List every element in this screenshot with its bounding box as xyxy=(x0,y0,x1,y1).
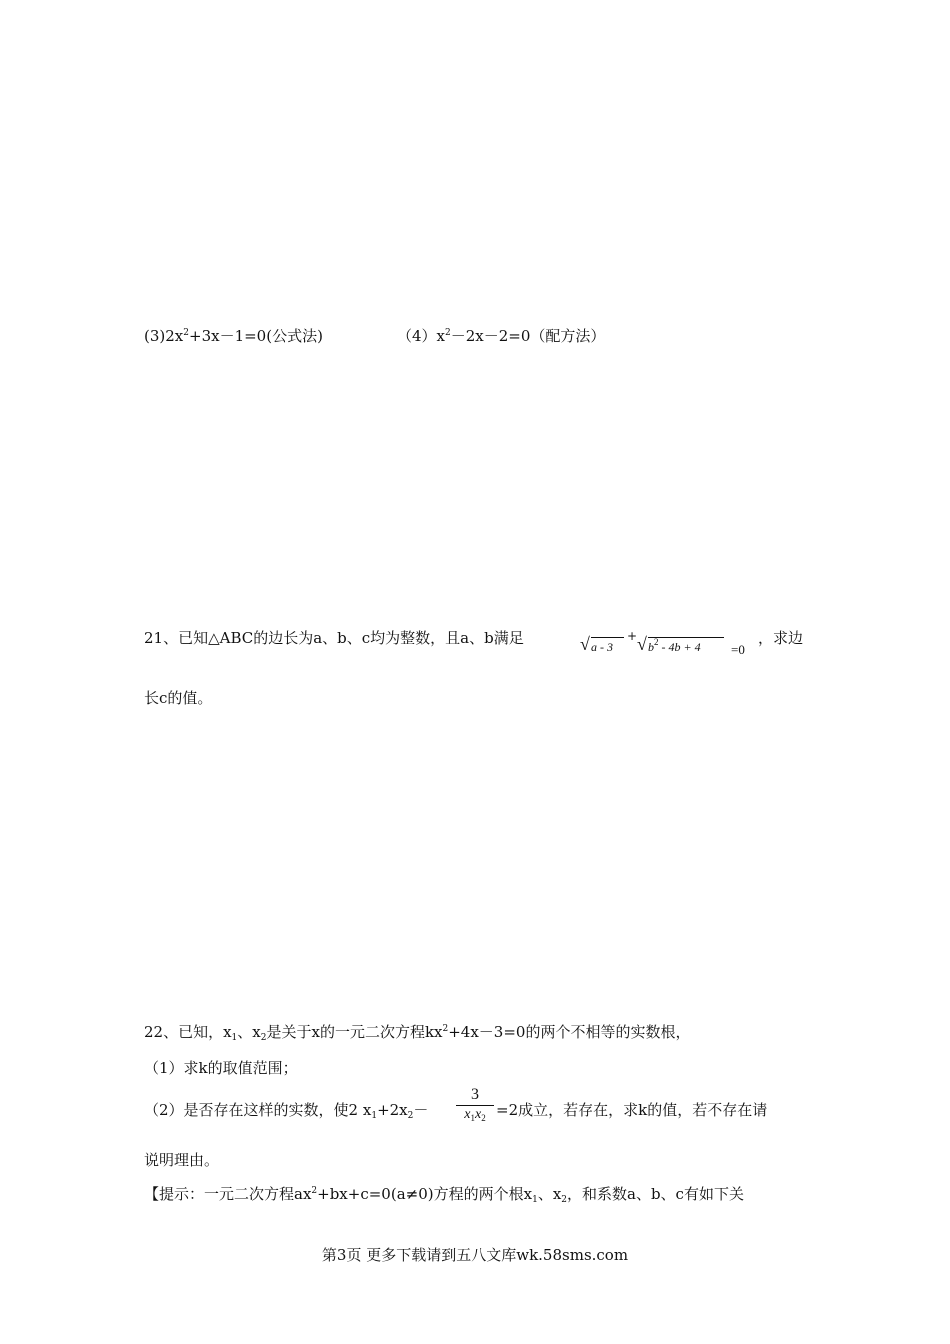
exp-2: 2 xyxy=(445,328,451,338)
exp-2: 2 xyxy=(183,328,189,338)
q22-text: =2成立，若存在，求k的值，若不存在请 xyxy=(496,1101,768,1119)
hint-text: +bx+c=0(a≠0)方程的两个根x xyxy=(317,1185,533,1203)
q22-line1: 22、已知，$x_1$、$x_2$是关于x的一元二次方程$kx^2+4x-3=0$的两个不相等的实数根， xyxy=(144,1023,691,1043)
fraction-denominator: $x_1x_2$ xyxy=(464,1107,486,1123)
q22-text: +2x xyxy=(377,1101,408,1119)
sqrt2-b: b xyxy=(648,640,654,654)
sqrt2-rest: - 4b + 4 xyxy=(658,640,701,654)
q21-line2-text: 长c的值。 xyxy=(144,689,213,707)
q22-part1 xyxy=(144,1058,298,1078)
q22-text: 是关于x的一元二次方程kx xyxy=(266,1023,443,1041)
radical-sign: √ xyxy=(580,634,590,654)
q22-part1-text: （1）求k的取值范围； xyxy=(144,1059,298,1077)
plus-sign: + xyxy=(627,629,638,643)
sqrt-a-minus-3 xyxy=(580,634,624,658)
q22-text: +4x－3=0的两个不相等的实数根， xyxy=(448,1023,691,1041)
q22-text: （2）是否存在这样的实数，使2 x xyxy=(144,1101,372,1119)
sqrt-b2-4b-4 xyxy=(637,634,727,658)
q22-part2-end xyxy=(496,1100,767,1120)
q20-part3-tail: +3x－1=0(公式法) xyxy=(189,327,323,345)
fraction-3-over-x1x2 xyxy=(456,1086,494,1123)
radical-sign: √ xyxy=(637,634,647,654)
q22-line3 xyxy=(144,1150,219,1170)
hint-text: 、x xyxy=(537,1185,562,1203)
q21-text: 21、已知△ABC的边长为a、b、c均为整数，且a、b满足 xyxy=(144,629,524,647)
q21-line1-end xyxy=(758,628,803,648)
q20-part3-text: (3)2x xyxy=(144,327,184,345)
q22-text: － xyxy=(413,1101,429,1119)
page-footer: 第3页 更多下载请到五八文库wk.58sms.com xyxy=(321,1246,629,1264)
fraction-bar xyxy=(456,1105,494,1106)
hint-text: 【提示：一元二次方程ax xyxy=(144,1185,312,1203)
hint-text: ，和系数a、b、c有如下关 xyxy=(567,1185,744,1203)
q22-line3-text: 说明理由。 xyxy=(144,1151,220,1169)
q20-part4-text: （4）x xyxy=(397,327,446,345)
q21-text-end: ，求边 xyxy=(758,629,804,647)
sqrt1-body: a - 3 xyxy=(591,637,624,655)
fraction-numerator: 3 xyxy=(471,1086,479,1103)
q21-line1 xyxy=(144,628,524,648)
q20-part3 xyxy=(144,326,323,346)
sqrt2-body: $b^2 - 4b + 4$ xyxy=(648,637,724,655)
q20-part4-tail: －2x－2=0（配方法） xyxy=(450,327,606,345)
q22-text: 22、已知，x xyxy=(144,1023,232,1041)
q22-part2: （2）是否存在这样的实数，使2 $x_1+2x_2-$ xyxy=(144,1101,429,1121)
q22-text: 、x xyxy=(237,1023,261,1041)
q21-line2 xyxy=(144,688,212,708)
equals-zero: =0 xyxy=(731,642,745,657)
q22-hint: 【提示：一元二次方程$ax^2+bx+c=0(a\ne 0)$方程的两个根$x_1$、$x_2$，和系数a、b、c有如下关 xyxy=(144,1185,744,1205)
q20-part4 xyxy=(397,326,605,346)
